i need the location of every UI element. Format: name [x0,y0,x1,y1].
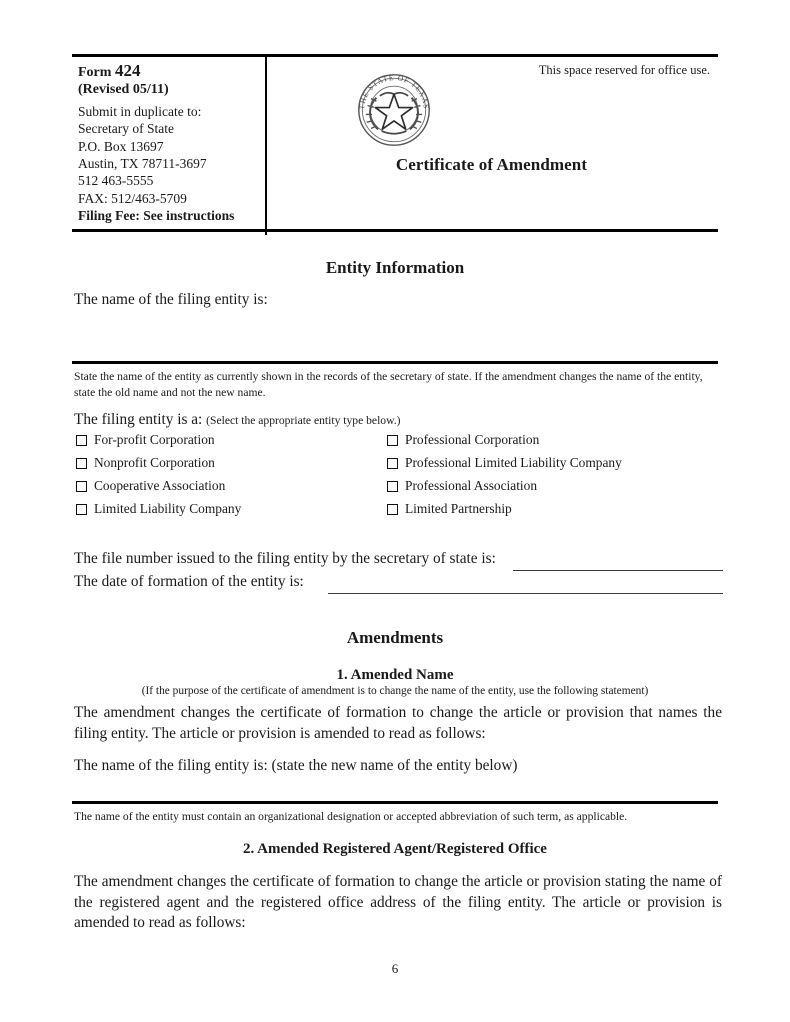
office-use-note: This space reserved for office use. [538,63,710,77]
entity-name-input[interactable] [74,312,720,358]
entity-name-prompt: The name of the filing entity is: [74,291,268,308]
entity-name-note: State the name of the entity as currently shown in the records of the secretary of state. If the amendment changes the name of the entity, state the old name and not the new name. [74,370,703,399]
checkbox-label: Professional Association [405,478,538,493]
form-revision-date: (Revised 05/11) [78,82,169,98]
texas-state-seal-icon [350,66,438,154]
checkbox-row-for-profit-corporation[interactable] [76,432,215,448]
form-header-box [72,54,718,232]
checkbox-icon[interactable] [76,504,87,515]
checkbox-label: Cooperative Association [94,478,226,493]
submit-line-4: 512 463-5555 [78,173,154,189]
checkbox-icon[interactable] [387,458,398,469]
checkbox-label: Professional Corporation [405,432,540,447]
checkbox-label: Nonprofit Corporation [94,455,215,470]
checkbox-label: Professional Limited Liability Company [405,455,622,470]
checkbox-row-limited-liability-company[interactable] [76,501,241,517]
checkbox-icon[interactable] [76,435,87,446]
amendment-2-body: The amendment changes the certificate of formation to change the article or provision stating the name of the registered agent and the registered office address of the filing entity. The article or provision is amended to read as follows: [74,873,722,931]
entity-information-heading: Entity Information [325,258,465,277]
amendments-heading: Amendments [346,628,444,647]
date-of-formation-underline [328,593,723,594]
entity-type-prompt-paren: (Select the appropriate entity type below.) [206,414,401,427]
header-vertical-divider [265,57,267,235]
date-of-formation-label: The date of formation of the entity is: [74,573,304,590]
form-number-line [78,62,260,81]
submit-line-5: FAX: 512/463-5709 [78,190,187,206]
checkbox-icon[interactable] [387,504,398,515]
checkbox-label: Limited Liability Company [94,501,242,516]
amendment-1-new-name-input[interactable] [74,778,720,800]
submit-line-1: Secretary of State [78,121,174,137]
agency-contact-block [78,62,260,225]
amendment-1-title: 1. Amended Name [336,667,454,683]
svg-text:THE STATE OF TEXAS: THE STATE OF TEXAS [356,72,431,110]
checkbox-icon[interactable] [387,435,398,446]
checkbox-row-professional-corporation[interactable] [387,432,539,448]
checkbox-row-cooperative-association[interactable] [76,478,225,494]
checkbox-row-professional-association[interactable] [387,478,537,494]
file-number-underline [513,570,723,571]
amendment-1-body: The amendment changes the certificate of formation to change the article or provision that names the filing entity. The article or provision is amended to read as follows: [74,704,722,742]
checkbox-row-professional-limited-liability-company[interactable] [387,455,622,471]
date-of-formation-input[interactable] [328,576,723,593]
amendment-2-title: 2. Amended Registered Agent/Registered Office [243,841,547,857]
amendment-1-paren-note: (If the purpose of the certificate of amendment is to change the name of the entity, use the following statement) [141,685,649,697]
page-number: 6 [391,961,399,976]
checkbox-row-limited-partnership[interactable] [387,501,512,517]
amendment-1-new-name-prompt: The name of the filing entity is: (state the new name of the entity below) [74,757,518,774]
submit-line-3: Austin, TX 78711-3697 [78,156,207,172]
amendment-1-rule [72,801,718,804]
submit-line-2: P.O. Box 13697 [78,138,164,154]
checkbox-row-nonprofit-corporation[interactable] [76,455,215,471]
certificate-title: Certificate of Amendment [395,155,588,174]
entity-name-rule [72,361,718,364]
form-label: Form [78,65,112,80]
file-number-label: The file number issued to the filing entity by the secretary of state is: [74,550,496,567]
entity-type-prompt [74,411,400,429]
checkbox-icon[interactable] [387,481,398,492]
submit-line-0: Submit in duplicate to: [78,103,202,119]
file-number-input[interactable] [513,553,723,570]
checkbox-icon[interactable] [76,481,87,492]
entity-type-prompt-label: The filing entity is a: [74,411,203,428]
checkbox-label: Limited Partnership [405,501,512,516]
checkbox-icon[interactable] [76,458,87,469]
amendment-1-name-note: The name of the entity must contain an organizational designation or accepted abbreviation of such term, as applicable. [74,810,628,823]
form-number: 424 [114,61,141,80]
filing-fee-line: Filing Fee: See instructions [78,208,235,224]
checkbox-label: For-profit Corporation [94,432,215,447]
